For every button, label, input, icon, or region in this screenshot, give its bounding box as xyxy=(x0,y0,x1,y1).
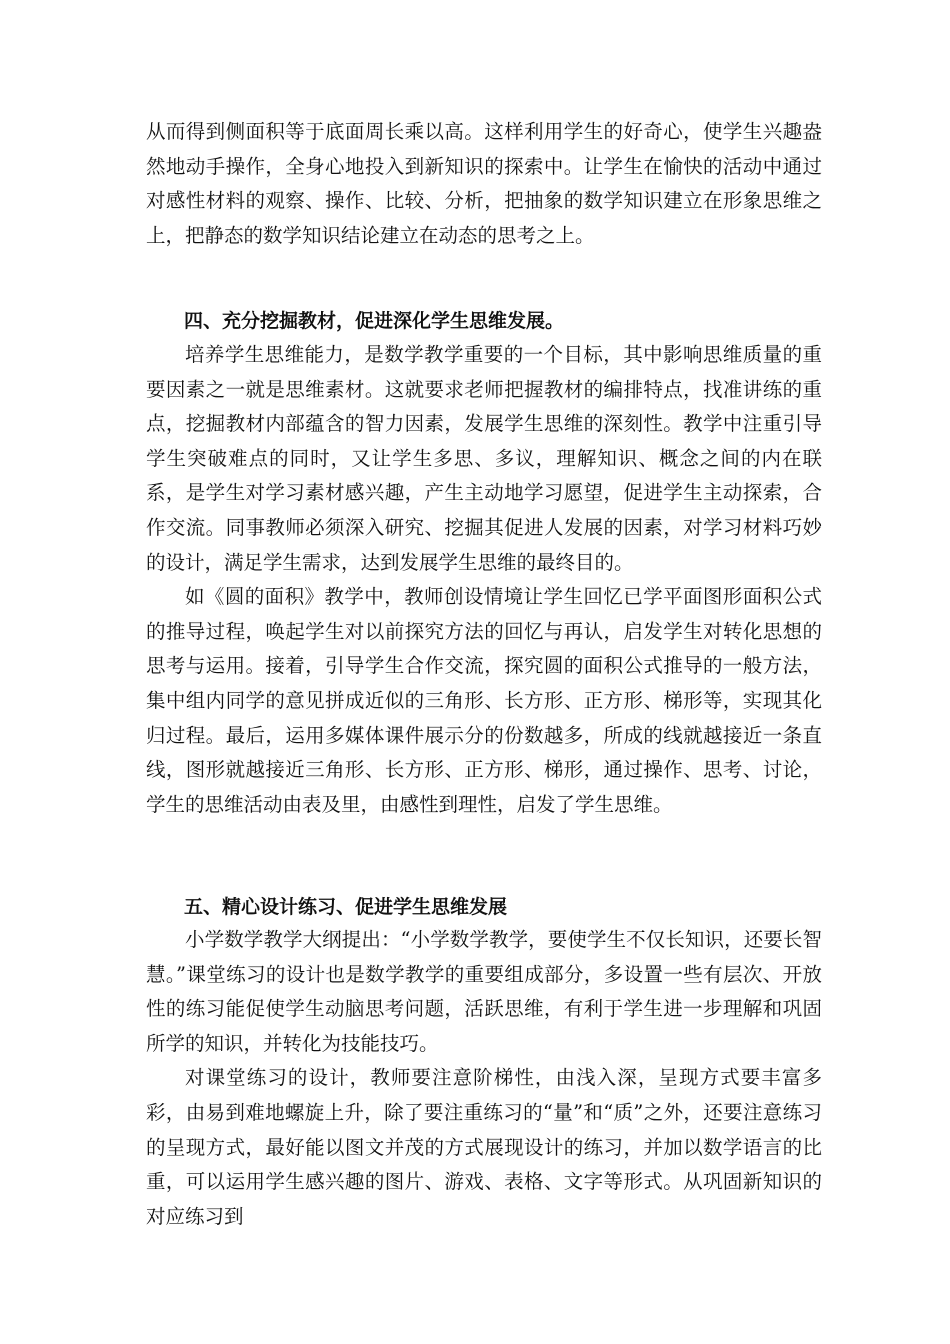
paragraph-5-2: 对课堂练习的设计，教师要注意阶梯性，由浅入深，呈现方式要丰富多彩，由易到难地螺旋上升，除了要注重练习的“量”和“质”之外，还要注意练习的呈现方式，最好能以图文并茂的方式展现设计的练习，并加以数学语言的比重，可以运用学生感兴趣的图片、游戏、表格、文字等形式。从巩固新知识的对应练习到 xyxy=(146,1066,822,1228)
paragraph-4-2: 如《圆的面积》教学中，教师创设情境让学生回忆已学平面图形面积公式的推导过程，唤起学生对以前探究方法的回忆与再认，启发学生对转化思想的思考与运用。接着，引导学生合作交流，探究圆的面积公式推导的一般方法，集中组内同学的意见拼成近似的三角形、长方形、正方形、梯形等，实现其化归过程。最后，运用多媒体课件展示分的份数越多，所成的线就越接近一条直线，图形就越接近三角形、长方形、正方形、梯形，通过操作、思考、讨论，学生的思维活动由表及里，由感性到理性，启发了学生思维。 xyxy=(146,585,822,816)
text-block-section-4 xyxy=(146,338,822,822)
section-heading-4: 四、充分挖掘教材，促进深化学生思维发展。 xyxy=(184,310,565,332)
paragraph-5-1: 小学数学教学大纲提出：“小学数学教学，要使学生不仅长知识，还要长智慧。”课堂练习的设计也是数学教学的重要组成部分，多设置一些有层次、开放性的练习能促使学生动脑思考问题，活跃思维，有利于学生进一步理解和巩固所学的知识，并转化为技能技巧。 xyxy=(146,928,822,1055)
text-block-intro xyxy=(146,115,822,253)
section-heading-5: 五、精心设计练习、促进学生思维发展 xyxy=(184,896,508,918)
text-block-section-5 xyxy=(146,923,822,1234)
paragraph-4-1: 培养学生思维能力，是数学教学重要的一个目标，其中影响思维质量的重要因素之一就是思维素材。这就要求老师把握教材的编排特点，找准讲练的重点，挖掘教材内部蕴含的智力因素，发展学生思维的深刻性。教学中注重引导学生突破难点的同时，又让学生多思、多议，理解知识、概念之间的内在联系，是学生对学习素材感兴趣，产生主动地学习愿望，促进学生主动探索，合作交流。同事教师必须深入研究、挖掘其促进人发展的因素，对学习材料巧妙的设计，满足学生需求，达到发展学生思维的最终目的。 xyxy=(146,343,822,574)
paragraph-intro: 从而得到侧面积等于底面周长乘以高。这样利用学生的好奇心，使学生兴趣盎然地动手操作，全身心地投入到新知识的探索中。让学生在愉快的活动中通过对感性材料的观察、操作、比较、分析，把抽象的数学知识建立在形象思维之上，把静态的数学知识结论建立在动态的思考之上。 xyxy=(146,120,822,247)
